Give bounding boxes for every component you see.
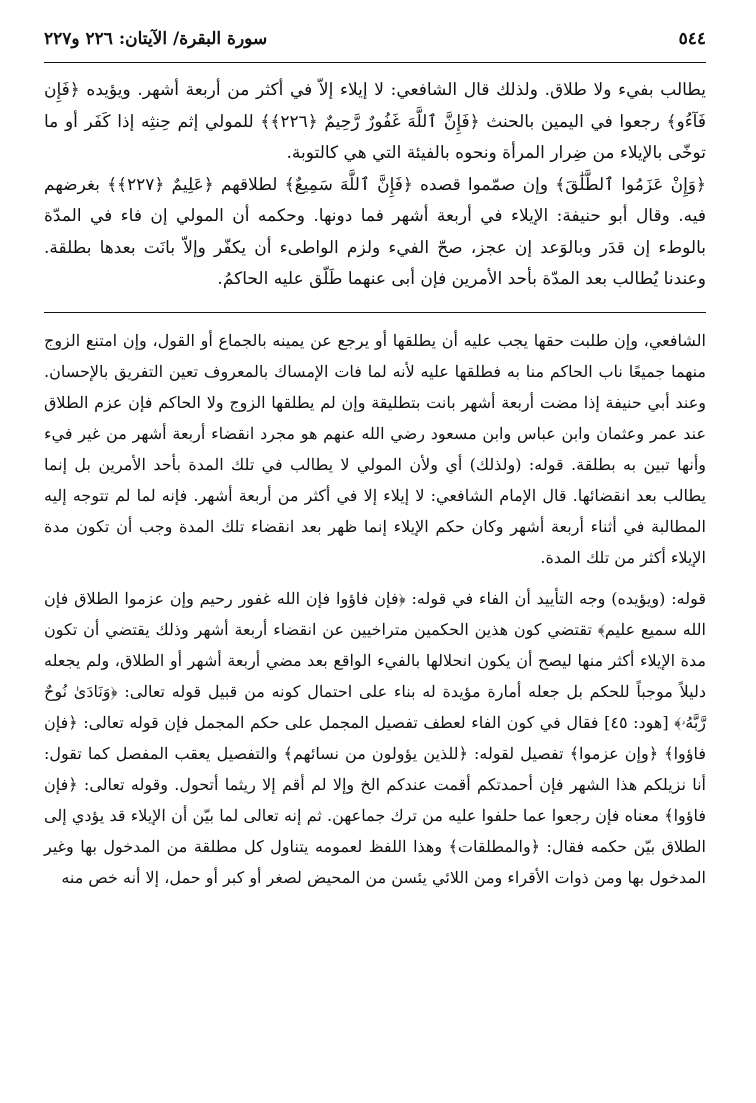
commentary-paragraph-2: قوله: (ويؤيده) وجه التأييد أن الفاء في قوله: ﴿فإن فاؤوا فإن الله غفور رحيم وإن عزموا الطلاق فإن الله سميع عليم﴾ تقتضي كون هذين الحكمين متراخيين عن انقضاء أربعة أشهر وذلك يقتضي أن تكون مدة الإيلاء أكثر منها ليصح أن يكون انحلالها بالفيء الواقع بعد مضي أربعة أشهر أو الطلاق، ولم يجعله دليلاً موجباً للحكم بل جعله أمارة مؤيدة له بناء على احتمال كونه من قبيل قوله تعالى: ﴿وَنَادَىٰ نُوحٌ رَّبَّهُۥ﴾ [هود: ٤٥] فقال في كون الفاء لعطف تفصيل المجمل على حكم المجمل فإن قوله تعالى: ﴿فإن فاؤوا﴾ ﴿وإن عزموا﴾ تفصيل لقوله: ﴿للذين يؤولون من نسائهم﴾ والتفصيل يعقب المفصل كما تقول: أنا نزيلكم هذا الشهر فإن أحمدتكم أقمت عندكم الخ وإلا لم أقم إلا ريثما أتحول. وقوله تعالى: ﴿فإن فاؤوا﴾ معناه فإن رجعوا عما حلفوا عليه من ترك جماعهن. ثم إنه تعالى لما بيّن أن الإيلاء قد يؤدي إلى الطلاق بيّن حكمه فقال: ﴿والمطلقات﴾ وهذا اللفظ لعمومه يتناول كل مطلقة من المدخول بها وغير المدخول بها ومن ذوات الأقراء ومن اللائي يئسن من المحيض لصغر أو كبر أو حمل، إلا أنه خص منه xyxy=(44,588,707,887)
paragraph-gap xyxy=(44,573,706,583)
main-paragraph-1: يطالب بفيء ولا طلاق. ولذلك قال الشافعي: لا إيلاء إلاّ في أكثر من أربعة أشهر. ويؤيده ﴿فَإِن فَآءُو﴾ رجعوا في اليمين بالحنث ﴿فَإِنَّ ٱللَّهَ غَفُورٌ رَّحِيمٌ ﴿٢٢٦﴾﴾ للمولي إثم حِنثِه إذا كَفَر أو ما توخّى بالإيلاء من ضِرار المرأة ونحوه بالفيئة التي هي كالتوبة. xyxy=(44,80,706,163)
page-header xyxy=(44,22,706,56)
header-rule xyxy=(44,62,706,63)
book-page xyxy=(0,22,756,1103)
commentary-paragraph-1: الشافعي، وإن طلبت حقها يجب عليه أن يطلقها أو يرجع عن يمينه بالجماع أو القول، وإن امتنع الزوج منهما جميعًا ناب الحاكم منا به فطلقها عليه لأنه لما فات الإمساك بالمعروف تعين التفريق بالإحسان. وعند أبي حنيفة إذا مضت أربعة أشهر بانت بتطليقة وإن لم يطلقها الزوج ولا الحاكم فإن عزم الطلاق عند عمر وعثمان وابن عباس وابن مسعود رضي الله عنهم هو مجرد انقضاء أربعة أشهر من غير فيء وأنها تبين به بطلقة. قوله: (ولذلك) أي ولأن المولي لا يطالب في تلك المدة بأحد الأمرين بل إنما يطالب بعد انقضائها. قال الإمام الشافعي: لا إيلاء إلا في أكثر من أربعة أشهر. فإنه لما لم تتوجه إليه المطالبة في أثناء أربعة أشهر وكان حكم الإيلاء إنما ظهر بعد انقضاء تلك المدة وجب أن تكون مدة الإيلاء أكثر من تلك المدة. xyxy=(44,330,706,567)
main-text xyxy=(44,75,706,296)
running-title: سورة البقرة/ الآيتان: ٢٢٦ و٢٢٧ xyxy=(44,29,268,49)
main-paragraph-2: ﴿وَإِنْ عَزَمُوا ٱلطَّلَٰقَ﴾ وإن صمّموا قصده ﴿فَإِنَّ ٱللَّهَ سَمِيعٌ﴾ لطلاقهم ﴿عَلِيمٌ ﴿٢٢٧﴾﴾ بغرضهم فيه. وقال أبو حنيفة: الإيلاء في أربعة أشهر فما دونها. وحكمه أن المولي إن فاء في المدّة بالوطء إن قدَر وبالوَعد إن عجز، صحّ الفيء ولزم الواطىء أن يكفّر وإلاّ بانَت بعدها بطلقة. وعندنا يُطالب بعد المدّة بأحد الأمرين فإن أبى عنهما طَلّق عليه الحاكمُ. xyxy=(44,174,706,289)
page-number: ٥٤٤ xyxy=(678,29,706,49)
commentary xyxy=(44,325,706,893)
footnote-separator xyxy=(44,312,706,313)
